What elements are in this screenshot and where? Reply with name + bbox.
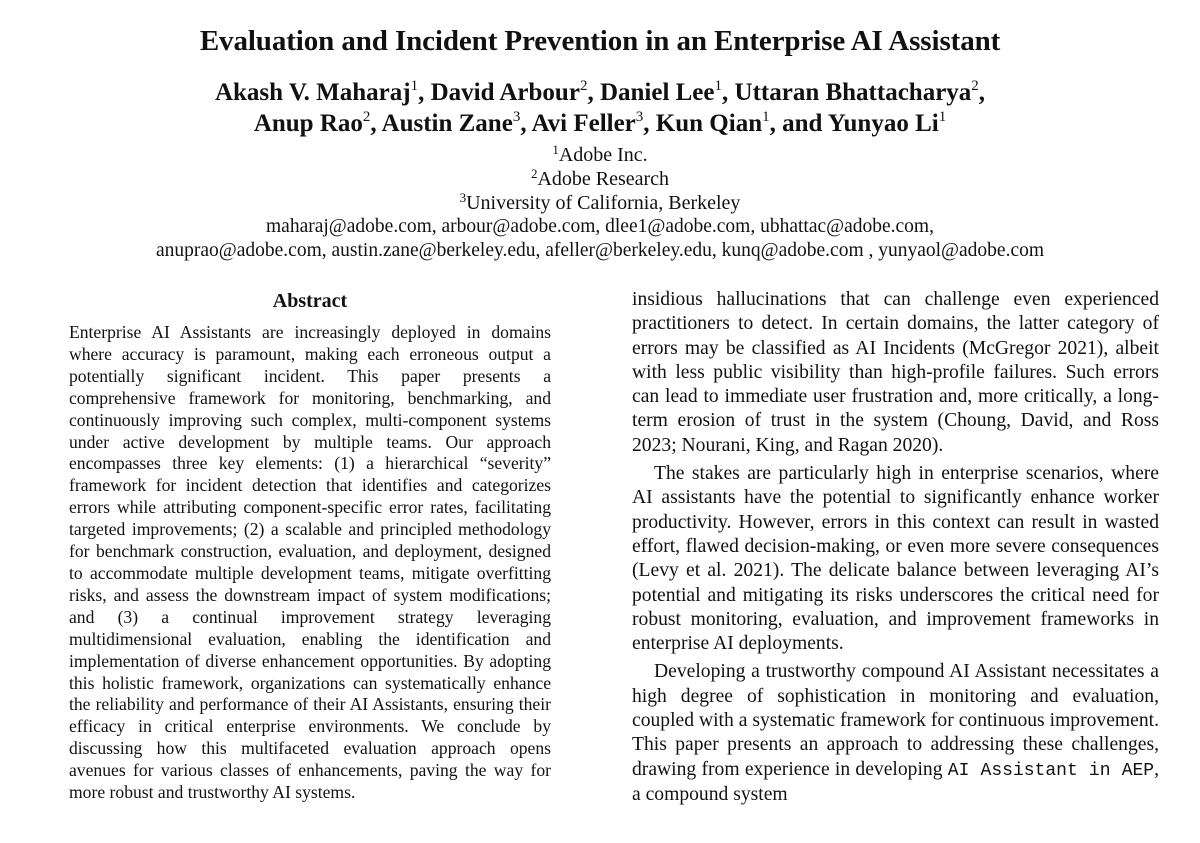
author-name: David Arbour xyxy=(430,79,580,106)
author-affiliation-mark: 1 xyxy=(938,109,947,125)
author-affiliation-mark: 3 xyxy=(635,109,644,125)
author-name: Daniel Lee xyxy=(599,79,715,106)
body-paragraph: Developing a trustworthy compound AI Assistant necessitates a high degree of sophistication in monitoring and evaluation, coupled with a systematic framework for continuous improvement. This paper presents an approach to addressing these challenges, drawing from experience in developing AI Assistant in AEP, a compound system xyxy=(632,661,1160,805)
author-list xyxy=(0,77,1200,139)
affiliation-block xyxy=(0,143,1200,263)
author-affiliation-mark: 1 xyxy=(714,78,723,94)
author-separator: , xyxy=(370,110,382,137)
body-paragraph: insidious hallucinations that can challenge even experienced practitioners to detect. In certain domains, the latter category of errors may be classified as AI Incidents (McGregor 2021), albeit with less public visibility than high-profile failures. Such errors can lead to immediate user frustration and, more critically, a long-term erosion of trust in the system (Choung, David, and Ross 2023; Nourani, King, and Ragan 2020). xyxy=(632,289,1159,456)
author-affiliation-mark: 3 xyxy=(512,109,521,125)
author-separator: , xyxy=(722,79,735,106)
author-line-1 xyxy=(0,77,1200,108)
author-name: Yunyao Li xyxy=(827,110,939,137)
author-name: Avi Feller xyxy=(531,110,636,137)
author-name: Uttaran Bhattacharya xyxy=(734,79,972,106)
author-name: Akash V. Maharaj xyxy=(214,79,411,106)
author-affiliation-mark: 1 xyxy=(762,109,770,125)
author-name: Austin Zane xyxy=(381,110,513,137)
author-separator: , xyxy=(587,79,600,106)
system-name-code: AI Assistant in AEP xyxy=(947,760,1155,781)
author-affiliation-mark: 2 xyxy=(362,109,371,125)
author-separator: , xyxy=(643,110,656,137)
author-affiliation-mark: 2 xyxy=(579,78,588,94)
author-affiliation-mark: 1 xyxy=(410,78,419,94)
left-column xyxy=(69,288,551,804)
author-line-2 xyxy=(0,108,1200,139)
body-paragraph: The stakes are particularly high in enterprise scenarios, where AI assistants have the potential to significantly enhance worker productivity. However, errors in this context can result in wasted effort, flawed decision-making, or even more severe consequences (Levy et al. 2021). The delicate balance between leveraging AI’s potential and mitigating its risks underscores the critical need for robust monitoring, evaluation, and improvement frameworks in enterprise AI deployments. xyxy=(632,463,1159,655)
abstract-heading: Abstract xyxy=(272,290,348,312)
paper-title: Evaluation and Incident Prevention in an Enterprise AI Assistant xyxy=(199,25,1001,57)
email-line: anuprao@adobe.com, austin.zane@berkeley.edu, afeller@berkeley.edu, kunq@adobe.com , yunyaol@adobe.com xyxy=(155,240,1045,261)
author-name: Kun Qian xyxy=(655,110,763,137)
affiliation: $^3$University of California, Berkeley xyxy=(459,190,741,214)
right-column xyxy=(632,288,1159,807)
affiliation: $^2$Adobe Research xyxy=(530,166,670,190)
author-separator: , xyxy=(418,79,431,106)
author-name: Anup Rao xyxy=(253,110,363,137)
affiliation: $^1$Adobe Inc. xyxy=(552,142,648,166)
author-separator: , and xyxy=(769,110,828,137)
email-line: maharaj@adobe.com, arbour@adobe.com, dlee1@adobe.com, ubhattac@adobe.com, xyxy=(266,216,934,237)
abstract-text: Enterprise AI Assistants are increasingly deployed in domains where accuracy is paramount, making each erroneous output a potentially significant incident. This paper presents a comprehensive framework for monitoring, benchmarking, and continuously improving such complex, multi-component systems under active development by multiple teams. Our approach encompasses three key elements: (1) a hierarchical “severity” framework for incident detection that identifies and categorizes errors while attributing component-specific error rates, facilitating targeted improvements; (2) a scalable and principled methodology for benchmark construction, evaluation, and deployment, designed to accommodate multiple development teams, mitigate overfitting risks, and assess the downstream impact of system modifications; and (3) a continual improvement strategy leveraging multidimensional evaluation, enabling the identification and implementation of diverse enhancement opportunities. By adopting this holistic framework, organizations can systematically enhance the reliability and performance of their AI Assistants, ensuring their efficacy in critical enterprise environments. We conclude by discussing how this multifaceted evaluation approach opens avenues for various classes of enhancements, paving the way for more robust and trustworthy AI systems. xyxy=(69,322,551,803)
author-affiliation-mark: 2 xyxy=(971,78,979,94)
author-separator: , xyxy=(978,79,986,106)
author-separator: , xyxy=(520,110,532,137)
